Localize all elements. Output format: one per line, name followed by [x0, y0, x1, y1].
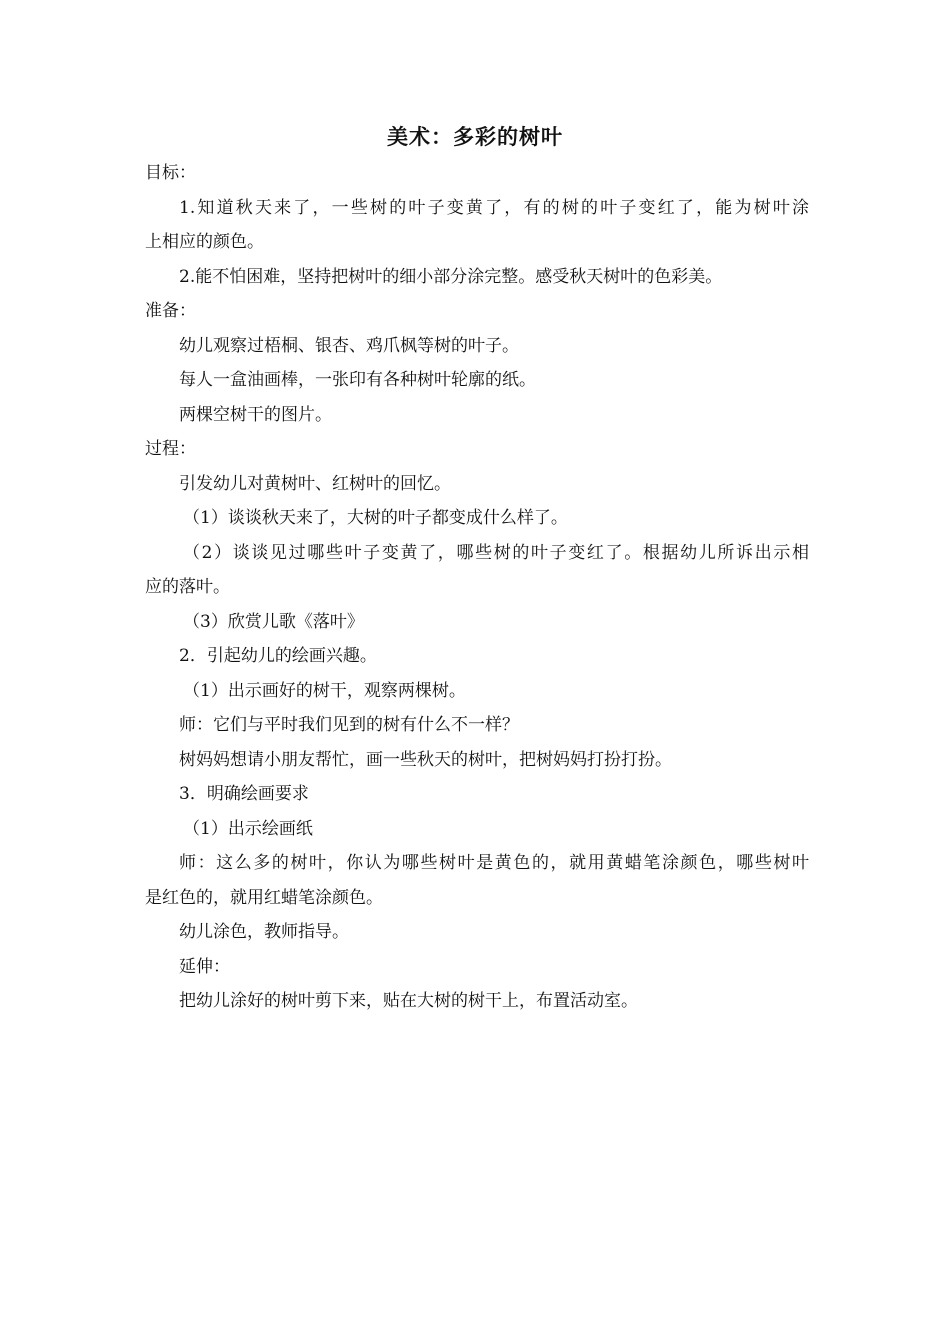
- process-line-8: 树妈妈想请小朋友帮忙，画一些秋天的树叶，把树妈妈打扮打扮。: [179, 749, 672, 770]
- preparation-line-2: 每人一盒油画棒，一张印有各种树叶轮廓的纸。: [179, 370, 536, 390]
- goal-line-2: 2.能不怕困难，坚持把树叶的细小部分涂完整。感受秋天树叶的色彩美。: [179, 266, 723, 287]
- process-line-2: （1）谈谈秋天来了，大树的叶子都变成什么样了。: [183, 508, 568, 528]
- document-body: [145, 156, 809, 1019]
- process-line-11: 师：这么多的树叶，你认为哪些树叶是黄色的，就用黄蜡笔涂颜色，哪些树叶: [179, 853, 809, 873]
- goal-line-1: 1.知道秋天来了，一些树的叶子变黄了，有的树的叶子变红了，能为树叶涂: [179, 197, 809, 218]
- section-heading-process: 过程：: [145, 439, 196, 459]
- process-line-5: 2．引起幼儿的绘画兴趣。: [179, 646, 377, 666]
- process-line-4: （3）欣赏儿歌《落叶》: [183, 611, 364, 632]
- process-line-6: （1）出示画好的树干，观察两棵树。: [183, 680, 466, 701]
- extension-heading: 延伸：: [179, 956, 230, 977]
- process-line-3-continued: 应的落叶。: [145, 577, 230, 597]
- preparation-line-3: 两棵空树干的图片。: [179, 404, 332, 425]
- process-line-1: 引发幼儿对黄树叶、红树叶的回忆。: [179, 473, 451, 494]
- process-line-3: （2）谈谈见过哪些叶子变黄了，哪些树的叶子变红了。根据幼儿所诉出示相: [183, 542, 809, 563]
- goal-line-1-continued: 上相应的颜色。: [145, 232, 264, 252]
- process-line-9: 3．明确绘画要求: [179, 784, 309, 804]
- extension-line-1: 把幼儿涂好的树叶剪下来，贴在大树的树干上，布置活动室。: [179, 991, 638, 1011]
- process-line-12: 幼儿涂色，教师指导。: [179, 922, 349, 942]
- section-heading-preparation: 准备：: [145, 301, 196, 321]
- preparation-line-1: 幼儿观察过梧桐、银杏、鸡爪枫等树的叶子。: [179, 335, 519, 356]
- process-line-11-continued: 是红色的，就用红蜡笔涂颜色。: [145, 887, 383, 908]
- process-line-7: 师：它们与平时我们见到的树有什么不一样？: [179, 715, 519, 735]
- section-heading-goals: 目标：: [145, 163, 196, 183]
- document-title: 美术：多彩的树叶: [387, 125, 563, 149]
- process-line-10: （1）出示绘画纸: [183, 818, 313, 839]
